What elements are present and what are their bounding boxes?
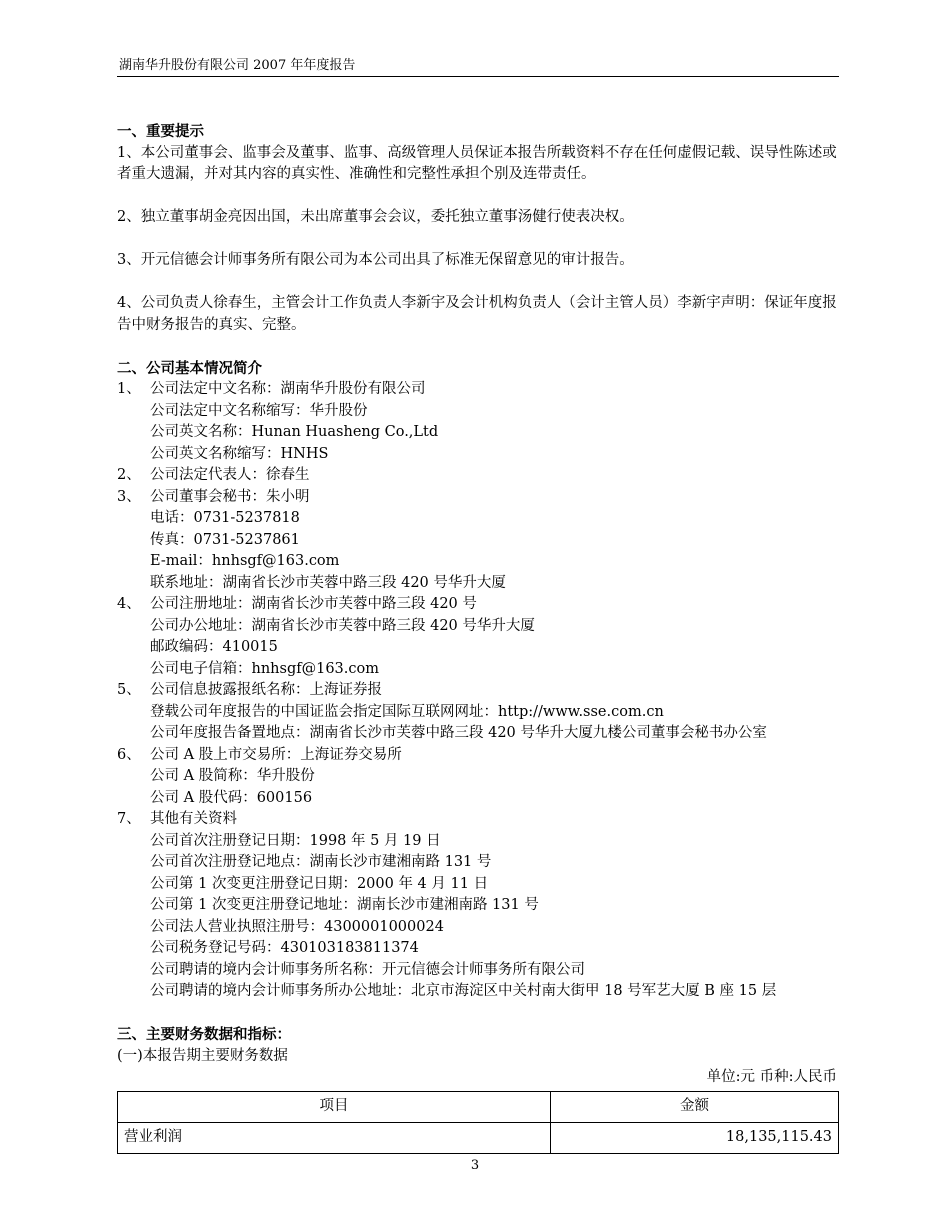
info-num: 5、: [117, 682, 141, 698]
info-line: 公司首次注册登记日期：1998 年 5 月 19 日: [150, 832, 441, 849]
info-line: E-mail：hnhsgf@163.com: [150, 553, 340, 569]
info-line: 公司办公地址：湖南省长沙市芙蓉中路三段 420 号华升大厦: [150, 617, 535, 634]
info-line: 公司第 1 次变更注册登记地址：湖南长沙市建湘南路 131 号: [150, 897, 539, 913]
info-line: 公司法人营业执照注册号：4300001000024: [150, 918, 444, 935]
financial-table: [117, 1091, 839, 1154]
info-text: 公司董事会秘书：朱小明: [150, 488, 310, 505]
info-row-6: [117, 745, 843, 767]
info-line: 登载公司年度报告的中国证监会指定国际互联网网址：http://www.sse.com.cn: [150, 703, 664, 720]
info-num: 2、: [117, 467, 141, 483]
info-text: 其他有关资料: [150, 811, 237, 827]
info-text: 公司信息披露报纸名称：上海证券报: [150, 682, 382, 698]
info-text: 公司法定中文名称：湖南华升股份有限公司: [150, 381, 426, 397]
column-header-item: 项目: [118, 1091, 551, 1122]
info-line: 公司年度报告备置地点：湖南省长沙市芙蓉中路三段 420 号华升大厦九楼公司董事会秘书办公室: [150, 725, 767, 741]
table-row: [118, 1122, 839, 1153]
info-line: 公司首次注册登记地点：湖南长沙市建湘南路 131 号: [150, 854, 492, 870]
unit-label: 单位:元 币种:人民币: [706, 1069, 837, 1085]
info-num: 4、: [117, 596, 141, 612]
info-num: 7、: [117, 811, 141, 827]
info-line: 公司电子信箱：hnhsgf@163.com: [150, 660, 379, 677]
info-row-4: [117, 594, 843, 616]
info-line: 公司聘请的境内会计师事务所名称：开元信德会计师事务所有限公司: [150, 961, 585, 978]
info-line: 公司第 1 次变更注册登记日期：2000 年 4 月 11 日: [150, 875, 489, 892]
row-item: 营业利润: [118, 1122, 551, 1153]
info-line: 传真：0731-5237861: [150, 531, 300, 548]
info-text: 公司法定代表人：徐春生: [150, 467, 310, 483]
info-text: 公司注册地址：湖南省长沙市芙蓉中路三段 420 号: [150, 596, 477, 612]
info-row-3: [117, 487, 843, 509]
section-3-subtitle: (一)本报告期主要财务数据: [117, 1047, 288, 1064]
section-3-title: 三、主要财务数据和指标：: [117, 1026, 291, 1043]
info-line: 公司税务登记号码：430103183811374: [150, 940, 419, 956]
info-num: 1、: [117, 381, 141, 397]
info-text: 公司 A 股上市交易所：上海证券交易所: [150, 746, 402, 763]
info-row-5: [117, 680, 843, 702]
row-amount: 18,135,115.43: [551, 1122, 839, 1153]
info-line: 公司 A 股简称：华升股份: [150, 768, 315, 784]
info-line: 电话：0731-5237818: [150, 510, 300, 526]
section-2-title: 二、公司基本情况简介: [117, 359, 262, 377]
info-num: 3、: [117, 488, 141, 505]
notice-item-2: 2、独立董事胡金亮因出国，未出席董事会会议，委托独立董事汤健行使表决权。: [117, 209, 634, 225]
document-body: [117, 121, 843, 1154]
notice-item-4: 4、公司负责人徐春生，主管会计工作负责人李新宇及会计机构负责人（会计主管人员）李新宇声明：保证年度报告中财务报告的真实、完整。: [117, 295, 837, 333]
notice-item-3: 3、开元信德会计师事务所有限公司为本公司出具了标准无保留意见的审计报告。: [117, 252, 634, 268]
page-header: 湖南华升股份有限公司 2007 年年度报告: [119, 58, 356, 73]
page-number: 3: [470, 1158, 480, 1173]
header-rule: [117, 76, 839, 77]
info-line: 公司英文名称：Hunan Huasheng Co.,Ltd: [150, 424, 439, 440]
info-line: 公司法定中文名称缩写：华升股份: [150, 402, 368, 419]
table-header-row: [118, 1091, 839, 1122]
notice-item-1: 1、本公司董事会、监事会及董事、监事、高级管理人员保证本报告所载资料不存在任何虚假记载、误导性陈述或者重大遗漏，并对其内容的真实性、准确性和完整性承担个别及连带责任。: [117, 144, 837, 182]
info-row-7: [117, 809, 843, 831]
info-num: 6、: [117, 746, 141, 763]
info-line: 公司聘请的境内会计师事务所办公地址：北京市海淀区中关村南大街甲 18 号军艺大厦 B 座 15 层: [150, 983, 777, 999]
info-row-1: [117, 379, 843, 401]
info-row-2: [117, 465, 843, 487]
column-header-amount: 金额: [551, 1091, 839, 1122]
info-line: 公司英文名称缩写：HNHS: [150, 445, 329, 462]
section-1-title: 一、重要提示: [117, 123, 204, 140]
info-line: 联系地址：湖南省长沙市芙蓉中路三段 420 号华升大厦: [150, 574, 506, 591]
info-line: 公司 A 股代码：600156: [150, 789, 313, 806]
info-line: 邮政编码：410015: [150, 639, 278, 655]
